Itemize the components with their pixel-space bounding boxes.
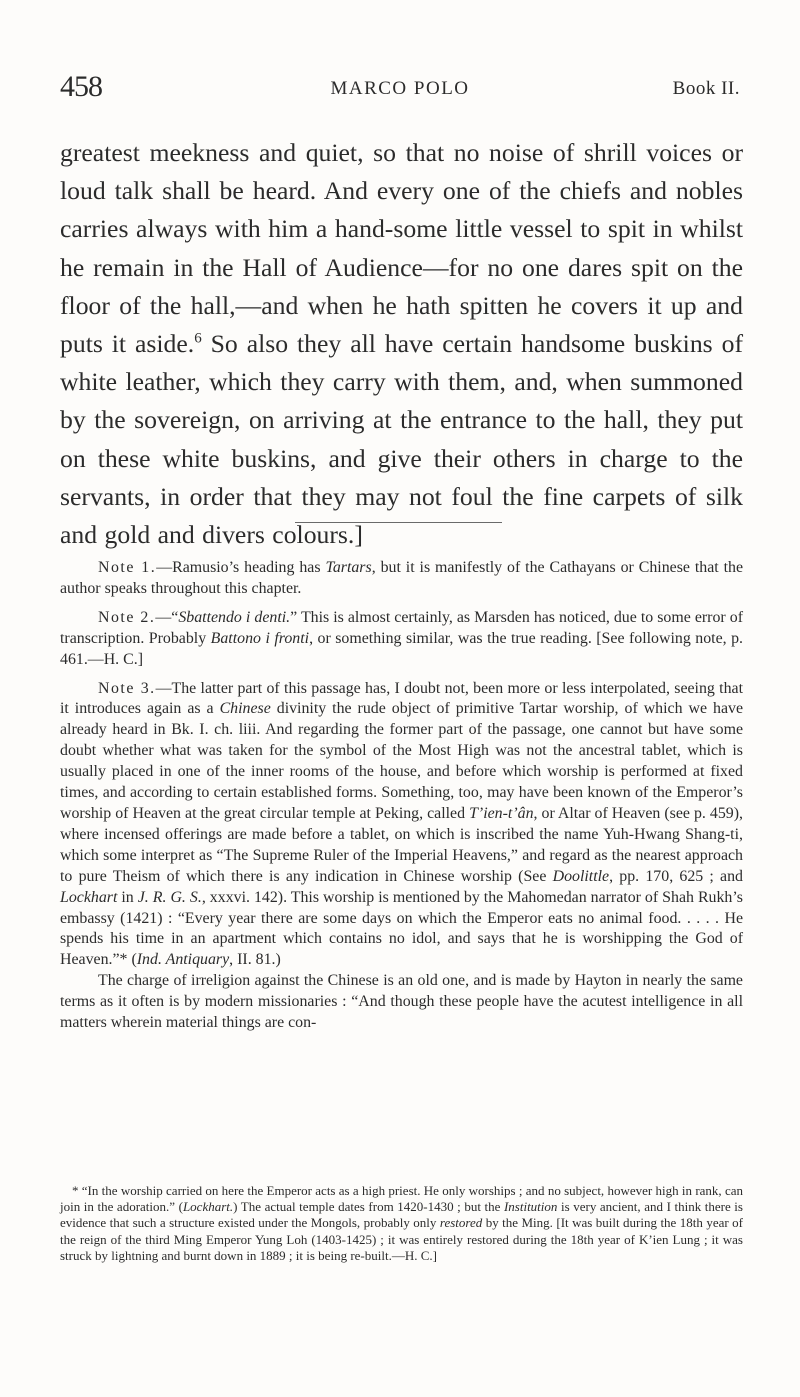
note-1-text-a: —Ramusio’s heading has	[156, 559, 326, 576]
footnote	[60, 1183, 743, 1264]
note-3-italic-2: T’ien-t’ân	[469, 804, 534, 822]
footnote-text-b: ) The actual temple dates from 1420-1430 ; but the	[233, 1199, 504, 1215]
note-1	[60, 558, 743, 600]
footnote-paragraph	[60, 1183, 743, 1264]
note-2-italic-1: Sbattendo i denti.	[178, 608, 291, 626]
footnote-text-c: is very ancient, and I think there is evidence that such a structure existed under the Mongols, probably only	[60, 1199, 743, 1231]
note-2-text-b: ” This is almost certainly, as Marsden has noticed, due to some error of transcription. Probably	[60, 608, 743, 647]
note-3-text-e: in	[117, 888, 138, 906]
main-paragraph-part-2: So also they all have certain handsome buskins of white leather, which they carry with them, and, when summoned by the sovereign, on arriving at the entrance to the hall, they put on these white buskins, and give their others in charge to the servants, in order that they may not foul the fine carpets of silk and gold and divers colours.]	[60, 329, 743, 550]
note-2	[60, 608, 743, 671]
note-1-text-b: , but it is manifestly of the Cathayans or Chinese that the author speaks throughout this chapter.	[60, 559, 743, 597]
note-3-text-b: divinity the rude object of primitive Tartar worship, of which we have already heard in Bk. I. ch. liii. And regarding the former part of the passage, one cannot but have some doubt whether what was taken for the symbol of the Most High was not the ancestral tablet, which is usually placed in one of the inner rooms of the house, and before which worship is performed at fixed times, and according to certain established forms. Something, too, may have been known of the Emperor’s worship of Heaven at the great circular temple at Peking, called	[60, 700, 744, 822]
note-3-label: Note 3.	[98, 679, 156, 697]
note-2-text-a: —“	[155, 608, 179, 626]
note-2-text-c: , or something similar, was the true reading. [See following note, p. 461.—H. C.]	[60, 629, 743, 668]
note-3-italic-3: Doolittle	[552, 867, 610, 885]
main-text	[60, 134, 743, 554]
section-divider	[295, 522, 502, 523]
note-3	[60, 679, 743, 972]
note-1-label: Note 1.	[98, 559, 157, 576]
note-3-italic-5: J. R. G. S.	[137, 888, 202, 906]
note-3-text-c: , or Altar of Heaven (see p. 459), where incensed offerings are made before a tablet, on which is inscribed the name Yuh-Hwang Shang-ti, which some interpret as “The Supreme Ruler of the Imperial Heavens,” and regard as the nearest approach to pure Theism of which there is any indication in Chinese worship (See	[60, 804, 743, 885]
running-title: MARCO POLO	[330, 78, 470, 99]
note-3-text-a: —The latter part of this passage has, I doubt not, been more or less interpolated, seeing that it introduces again as a	[60, 679, 743, 718]
note-3-text-g: , II. 81.)	[229, 951, 281, 969]
note-3-continuation: The charge of irreligion against the Chinese is an old one, and is made by Hayton in nearly the same terms as it often is by modern missionaries : “And though these people have the acutest intelligence in all matters wherein material things are con-	[60, 972, 743, 1032]
footnote-italic-1: Lockhart.	[182, 1199, 234, 1215]
note-3-italic-1: Chinese	[219, 700, 271, 718]
note-3-italic-4: Lockhart	[60, 888, 118, 906]
note-3-text-d: , pp. 170, 625 ; and	[609, 867, 743, 885]
note-3-text-f: , xxxvi. 142). This worship is mentioned by the Mahomedan narrator of Shah Rukh’s embassy (1421) : “Every year there are some days on which the Emperor eats no animal food. . . . . He spends his time in an apartment which contains no idol, and says that he is worshipping the God of Heaven.”* (	[60, 888, 743, 969]
footnote-italic-3: restored	[439, 1215, 483, 1231]
notes-section	[60, 558, 743, 1034]
note-2-label: Note 2.	[98, 608, 156, 626]
page-number: 458	[60, 70, 102, 103]
footnote-italic-2: Institution	[503, 1199, 558, 1215]
footnote-text-d: by the Ming. [It was built during the 18th year of the reign of the third Ming Emperor Yung Loh (1403-1425) ; it was entirely restored during the 18th year of K’ien Lung ; it was struck by lightning and burnt down in 1889 ; it is being re-built.—H. C.]	[60, 1215, 744, 1263]
book-label: Book II.	[672, 78, 740, 99]
page-header	[0, 70, 800, 110]
note-1-italic: Tartars	[325, 559, 372, 576]
main-paragraph-part-1: greatest meekness and quiet, so that no noise of shrill voices or loud talk shall be heard. And every one of the chiefs and nobles carries always with him a hand-some little vessel to spit in whilst he remain in the Hall of Audience—for no one dares spit on the floor of the hall,—and when he hath spitten he covers it up and puts it aside.	[60, 138, 743, 359]
footnote-marker-6: 6	[194, 330, 202, 347]
footnote-text-a: * “In the worship carried on here the Emperor acts as a high priest. He only worships ; and no subject, however high in rank, can join in the adoration.” (	[60, 1183, 743, 1215]
note-2-italic-2: Battono i fronti	[210, 629, 310, 647]
note-3-italic-6: Ind. Antiquary	[136, 951, 230, 969]
